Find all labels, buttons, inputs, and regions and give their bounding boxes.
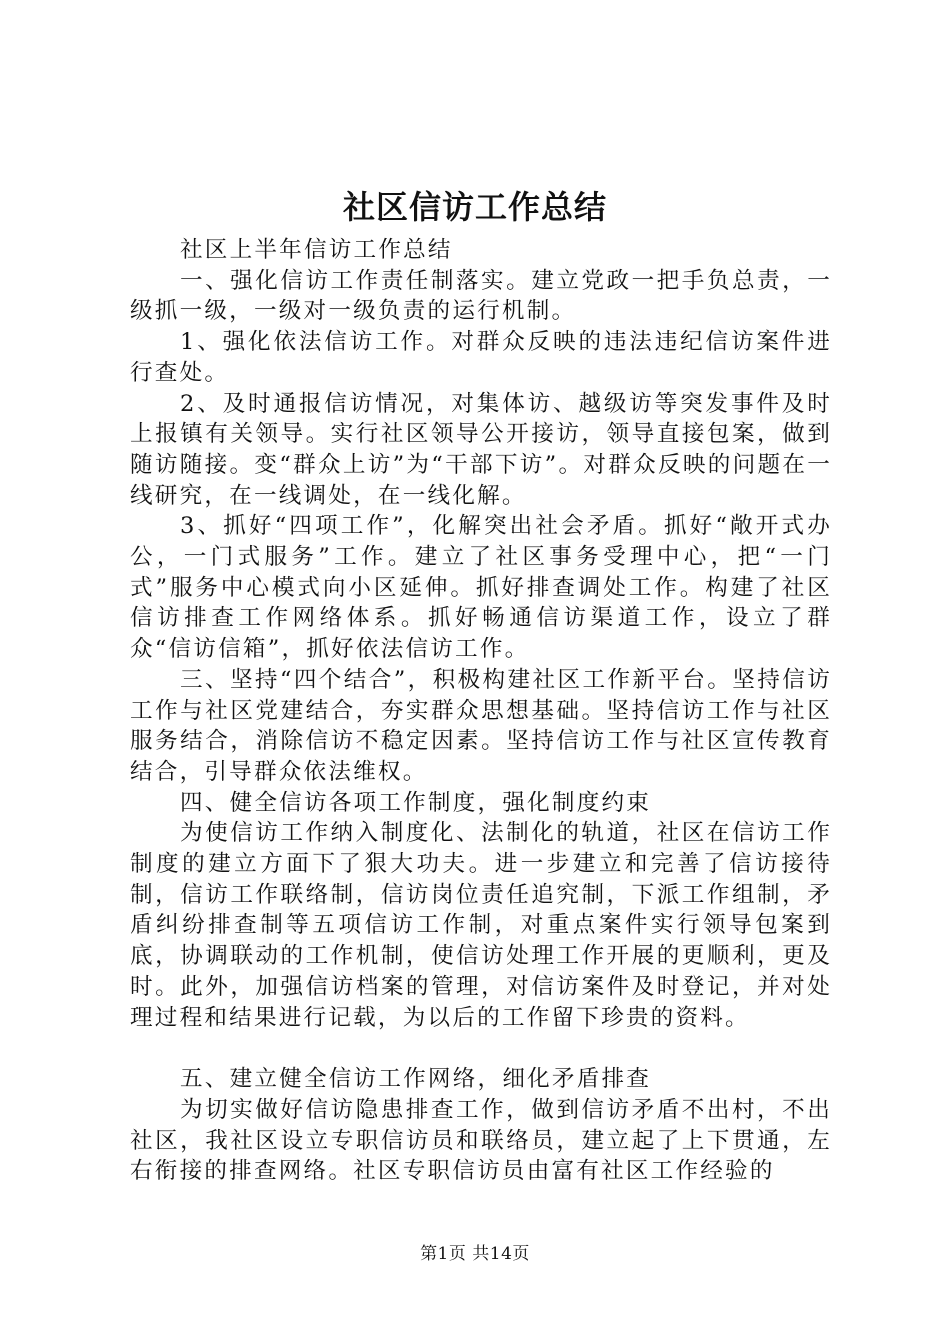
paragraph-section-5-heading: 五、建立健全信访工作网络，细化矛盾排查 xyxy=(180,1066,652,1093)
paragraph-subtitle: 社区上半年信访工作总结 xyxy=(180,237,453,263)
document-title: 社区信访工作总结 xyxy=(342,188,607,226)
paragraph-item-2: 2、及时通报信访情况，对集体访、越级访等突发事件及时上报镇有关领导。实行社区领导公开接访，领导直接包案，做到随访随接。变“群众上访”为“干部下访”。对群众反映的问题在一线研究，在一线调处，在一线化解。 xyxy=(130,390,832,509)
paragraph-item-1: 1、强化依法信访工作。对群众反映的违法违纪信访案件进行查处。 xyxy=(130,329,832,386)
paragraph-section-1: 一、强化信访工作责任制落实。建立党政一把手负总责，一级抓一级，一级对一级负责的运行机制。 xyxy=(130,267,832,325)
paragraph-item-3: 3、抓好“四项工作”，化解突出社会矛盾。抓好“敞开式办公，一门式服务”工作。建立了社区事务受理中心，把“一门式”服务中心模式向小区延伸。抓好排查调处工作。构建了社区信访排查工作网络体系。抓好畅通信访渠道工作，设立了群众“信访信箱”，抓好依法信访工作。 xyxy=(130,513,832,663)
paragraph-section-5-body: 为切实做好信访隐患排查工作，做到信访矛盾不出村，不出社区，我社区设立专职信访员和联络员，建立起了上下贯通，左右衔接的排查网络。社区专职信访员由富有社区工作经验的 xyxy=(130,1096,832,1185)
page-number-footer: 第1页 共14页 xyxy=(420,1244,530,1264)
document-body xyxy=(130,235,832,1187)
paragraph-section-4-body: 为使信访工作纳入制度化、法制化的轨道，社区在信访工作制度的建立方面下了狠大功夫。进一步建立和完善了信访接待制，信访工作联络制，信访岗位责任追究制，下派工作组制，矛盾纠纷排查制等五项信访工作制，对重点案件实行领导包案到底，协调联动的工作机制，使信访处理工作开展的更顺利，更及时。此外，加强信访档案的管理，对信访案件及时登记，并对处理过程和结果进行记载，为以后的工作留下珍贵的资料。 xyxy=(130,820,832,1031)
paragraph-section-3: 三、坚持“四个结合”，积极构建社区工作新平台。坚持信访工作与社区党建结合，夯实群众思想基础。坚持信访工作与社区服务结合，消除信访不稳定因素。坚持信访工作与社区宣传教育结合，引导群众依法维权。 xyxy=(130,666,832,785)
paragraph-section-4-heading: 四、健全信访各项工作制度，强化制度约束 xyxy=(180,789,652,816)
